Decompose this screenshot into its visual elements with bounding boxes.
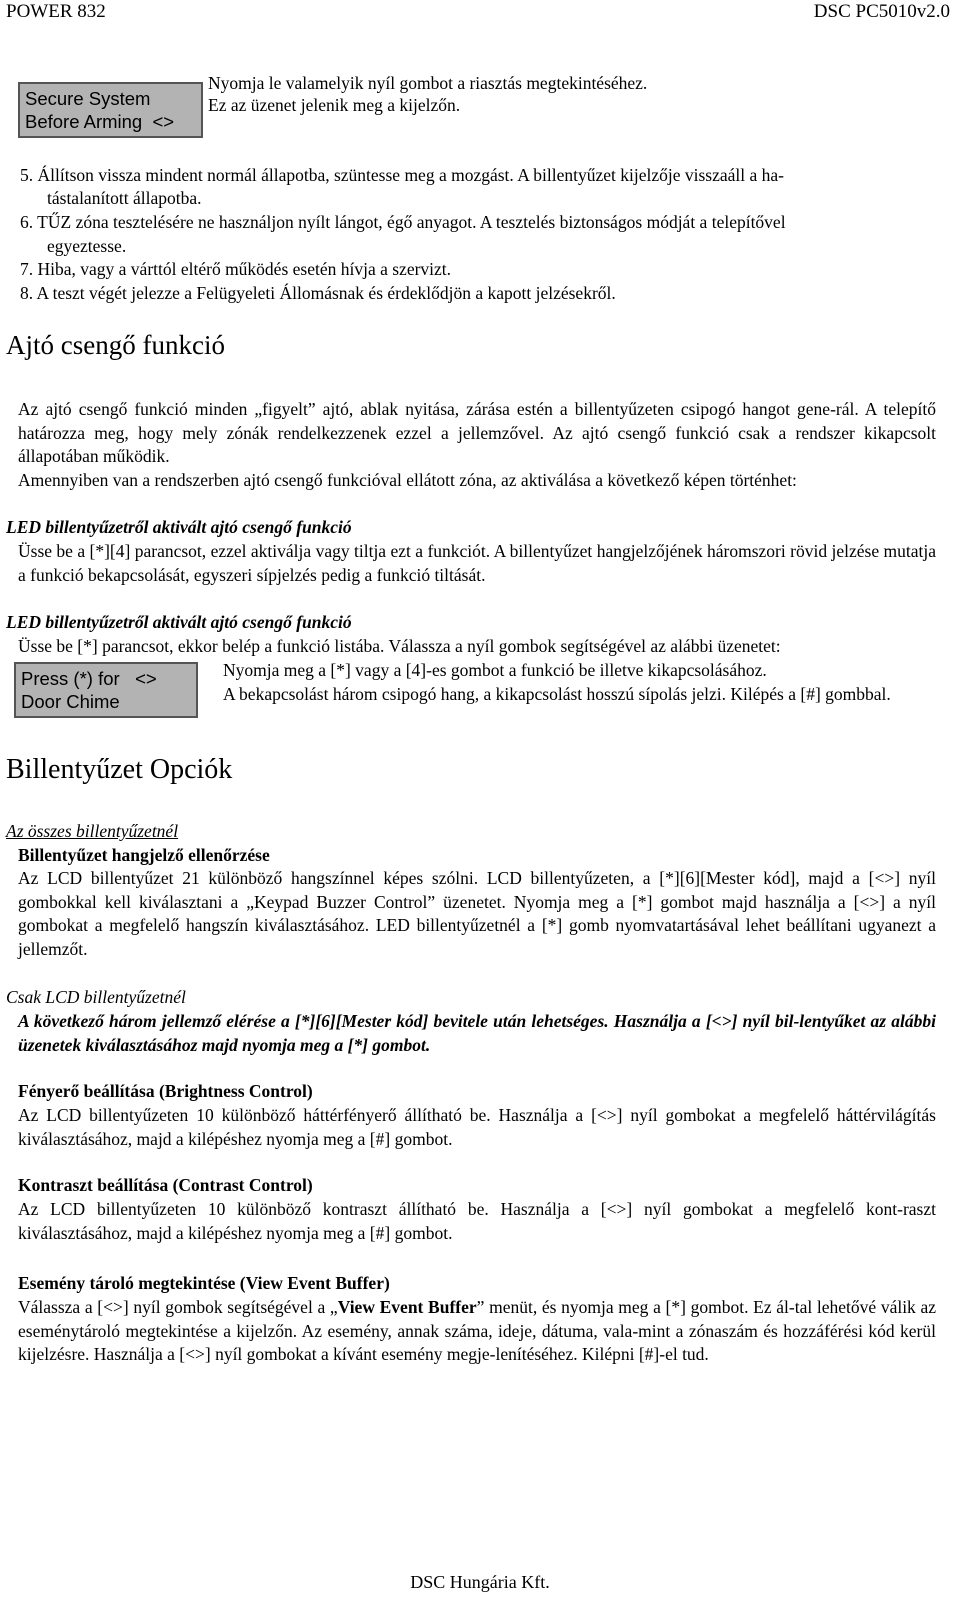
lcd-line-2: Before Arming <> <box>25 111 175 132</box>
lcd-display-door-chime <box>14 662 198 718</box>
heading-contrast: Kontraszt beállítása (Contrast Control) <box>18 1175 313 1195</box>
lcd-display-secure <box>18 82 203 138</box>
page-header <box>0 0 960 26</box>
page-footer: DSC Hungária Kft. <box>410 1572 550 1592</box>
heading-buzzer-check: Billentyűzet hangjelző ellenőrzése <box>18 845 270 865</box>
header-left: POWER 832 <box>6 1 106 22</box>
subsection-led-activation-2: LED billentyűzetről aktivált ajtó csengő funkció <box>6 612 352 632</box>
event-text-c: ” menüt, és nyomja meg a [*] gombot. Ez ál-tal lehetővé válik az eseménytároló megtekintése a kijelzőn. Az esemény, annak száma, ideje, dátuma, vala-mint a zónaszám és hozzáférési kód kerül kijelzésre. Használja a [<>] nyíl gombokat a kívánt esemény megje-lenítéséhez. Kilépni [#]-el tud. <box>18 1297 937 1364</box>
header-right: DSC PC5010v2.0 <box>813 1 950 22</box>
event-text-bold: View Event Buffer <box>337 1297 477 1317</box>
step-6: 6. TŰZ zóna tesztelésére ne használjon nyílt lángot, égő anyagot. A tesztelés biztonságos módját a telepítővel <box>20 212 786 232</box>
buzzer-paragraph: Az LCD billentyűzet 21 különböző hangszínnel képes szólni. LCD billentyűzeten, a [*][6][Mester kód], majd a [<>] nyíl gombokkal kell kiválasztani a „Keypad Buzzer Control” üzenetet. Nyomja meg a [*] gombot majd használja a [<>] a nyíl gombokat a megfelelő hangszín kiválasztásához. LED billentyűzetnél a [*] gomb nyomvatartásával lehet beállítani ugyanezt a jellemzőt. <box>18 868 936 959</box>
contrast-paragraph: Az LCD billentyűzeten 10 különböző kontraszt állítható be. Használja a [<>] nyíl gombokat a megfelelő kont-raszt kiválasztásához, majd a kilépéshez nyomja meg a [#] gombot. <box>18 1199 936 1243</box>
step-8: 8. A teszt végét jelezze a Felügyeleti Állomásnak és érdeklődjön a kapott jelzésekről. <box>20 283 616 303</box>
step-7: 7. Hiba, vagy a várttól eltérő működés esetén hívja a szervizt. <box>20 259 452 279</box>
event-text-a: Válassza a [<>] nyíl gombok segítségével a „ <box>18 1297 338 1317</box>
subsection-all-keypads: Az összes billentyűzetnél <box>6 821 179 841</box>
brightness-paragraph: Az LCD billentyűzeten 10 különböző háttérfényerő állítható be. Használja a [<>] nyíl gombokat a megfelelő háttérvilágítás kiválasztásához, majd a kilépéshez nyomja meg a [#] gombot. <box>18 1105 936 1149</box>
section-title-keypad-options: Billentyűzet Opciók <box>6 754 233 785</box>
step-6-cont: egyeztesse. <box>47 236 127 256</box>
section-title-door-chime: Ajtó csengő funkció <box>6 330 225 360</box>
step-5: 5. Állítson vissza mindent normál állapotba, szüntesse meg a mozgást. A billentyűzet kijelzője visszaáll a ha- <box>20 165 784 185</box>
door-chime-paragraph-3: Üsse be a [*][4] parancsot, ezzel aktiválja vagy tiltja ezt a funkciót. A billentyűzet hangjelzőjének háromszori rövid jelzése mutatja a funkció bekapcsolását, egyszeri sípjelzés pedig a funkció tiltását. <box>18 541 936 585</box>
door-chime-paragraph-5a: Nyomja meg a [*] vagy a [4]-es gombot a funkció be illetve kikapcsolásához. <box>223 660 767 680</box>
lcd-line-1: Secure System <box>25 88 151 109</box>
subsection-lcd-only: Csak LCD billentyűzetnél <box>6 987 186 1007</box>
subsection-led-activation-1: LED billentyűzetről aktivált ajtó csengő funkció <box>6 517 352 537</box>
heading-event-buffer: Esemény tároló megtekintése (View Event Buffer) <box>18 1273 390 1293</box>
intro-line-2: Ez az üzenet jelenik meg a kijelzőn. <box>208 95 461 115</box>
door-chime-paragraph-5b: A bekapcsolást három csipogó hang, a kikapcsolást hosszú sípolás jelzi. Kilépés a [#] gombbal. <box>223 684 891 704</box>
heading-brightness: Fényerő beállítása (Brightness Control) <box>18 1081 313 1101</box>
door-chime-paragraph-4: Üsse be [*] parancsot, ekkor belép a funkció listába. Válassza a nyíl gombok segítségével az alábbi üzenetet: <box>18 636 781 656</box>
step-5-cont: tástalanított állapotba. <box>47 188 202 208</box>
event-buffer-paragraph <box>18 1296 936 1367</box>
lcd-line-2: Door Chime <box>21 691 120 712</box>
door-chime-paragraph-2: Amennyiben van a rendszerben ajtó csengő funkcióval ellátott zóna, az aktiválása a következő képen történhet: <box>18 470 797 490</box>
door-chime-paragraph-1: Az ajtó csengő funkció minden „figyelt” ajtó, ablak nyitása, zárása estén a billentyűzeten csipogó hangot gene-rál. A telepítő határozza meg, hogy mely zónák rendelkezzenek ezzel a jellemzővel. Az ajtó csengő funkció csak a rendszer kikapcsolt állapotában működik. <box>18 399 936 466</box>
lcd-only-paragraph: A következő három jellemző elérése a [*][6][Mester kód] bevitele után lehetséges. Használja a [<>] nyíl bil-lentyűket az alábbi üzenetek kiválasztásához majd nyomja meg a [*] gombot. <box>18 1011 936 1055</box>
intro-line-1: Nyomja le valamelyik nyíl gombot a riasztás megtekintéséhez. <box>208 73 648 93</box>
lcd-line-1: Press (*) for <> <box>21 668 157 689</box>
